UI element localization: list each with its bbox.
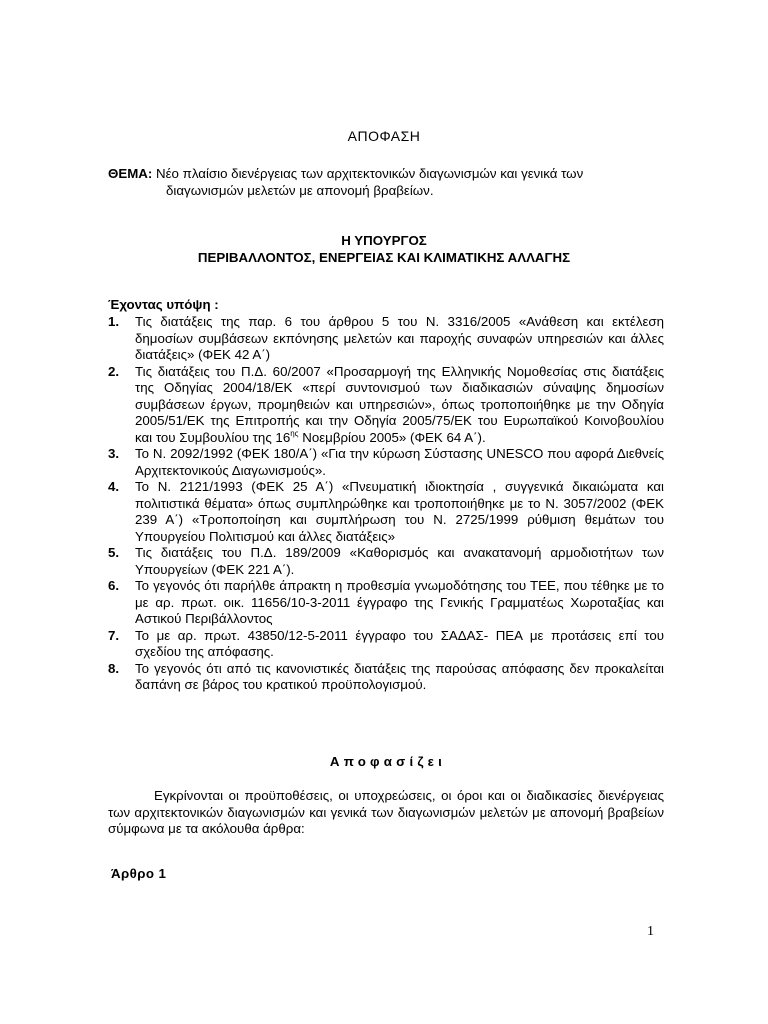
list-item — [108, 628, 664, 661]
item-text: Το γεγονός ότι παρήλθε άπρακτη η προθεσμία γνωμοδότησης του ΤΕΕ, που τέθηκε με το με αρ. πρωτ. οικ. 11656/10-3-2011 έγγραφο της Γενικής Γραμματέως Χωροταξίας και Αστικού Περιβάλλοντος — [135, 578, 664, 626]
item-text: Το Ν. 2092/1992 (ΦΕΚ 180/Α΄) «Για την κύρωση Σύστασης UNESCO που αφορά Διεθνείς Αρχιτεκτονικούς Διαγωνισμούς». — [135, 446, 664, 478]
considering-heading: Έχοντας υπόψη : — [108, 297, 219, 312]
list-item — [108, 661, 664, 694]
decision-paragraph: Εγκρίνονται οι προϋποθέσεις, οι υποχρεώσεις, οι όροι και οι διαδικασίες διενέργειας των αρχιτεκτονικών διαγωνισμών και γενικά των διαγωνισμών μελετών με απονομή βραβείων σύμφωνα με τα ακόλουθα άρθρα: — [108, 788, 664, 836]
decides-heading: Αποφασίζει — [329, 754, 447, 769]
list-item — [108, 364, 664, 447]
item-number: 2. — [108, 363, 120, 379]
item-text: Το με αρ. πρωτ. 43850/12-5-2011 έγγραφο του ΣΑΔΑΣ- ΠΕΑ με προτάσεις επί του σχεδίου της απόφασης. — [135, 627, 664, 659]
item-text: Τις διατάξεις του Π.Δ. 189/2009 «Καθορισμός και ανακατανομή αρμοδιοτήτων των Υπουργείων (ΦΕΚ 221 Α΄). — [135, 545, 664, 577]
item-number: 1. — [108, 314, 120, 329]
subject-block — [108, 166, 668, 199]
item-text-part: Νοεμβρίου 2005» (ΦΕΚ 64 Α΄). — [298, 429, 486, 445]
considerations-list — [108, 314, 664, 694]
item-text — [135, 364, 664, 445]
article-heading: Άρθρο 1 — [111, 866, 167, 881]
item-number: 3. — [108, 446, 120, 461]
item-number: 5. — [108, 545, 120, 560]
item-text: Το γεγονός ότι από τις κανονιστικές διατάξεις της παρούσας απόφασης δεν προκαλείται δαπάνη σε βάρος του κρατικού προϋπολογισμού. — [135, 660, 664, 692]
list-item — [108, 314, 664, 364]
subject-line-1: Νέο πλαίσιο διενέργειας των αρχιτεκτονικών διαγωνισμών και γενικά των — [156, 166, 584, 181]
item-text: Το Ν. 2121/1993 (ΦΕΚ 25 Α΄) «Πνευματική ιδιοκτησία , συγγενικά δικαιώματα και πολιτιστικά θέματα» όπως συμπληρώθηκε και τροποποιήθηκε με το Ν. 3057/2002 (ΦΕΚ 239 Α΄) «Τροποποίηση και συμπλήρωση του Ν. 2725/1999 ρύθμιση θεμάτων του Υπουργείου Πολιτισμού και άλλες διατάξεις» — [135, 479, 664, 544]
item-number: 8. — [108, 660, 120, 676]
list-item — [108, 545, 664, 578]
list-item — [108, 479, 664, 545]
minister-title: Η ΥΠΟΥΡΓΟΣ — [341, 233, 427, 248]
superscript: ης — [290, 428, 299, 438]
item-text-part: Τις διατάξεις του Π.Δ. 60/2007 «Προσαρμογή της Ελληνικής Νομοθεσίας στις διατάξεις της Οδηγίας 2004/18/ΕΚ «περί συντονισμού των διαδικασιών σύναψης δημοσίων συμβάσεων έργων, προμηθειών και υπηρεσιών», όπως τροποποιήθηκε με την Οδηγία 2005/51/ΕΚ της Επιτροπής και την Οδηγία 2005/75/ΕΚ του Ευρωπαϊκού Κοινοβουλίου και του Συμβουλίου της 16 — [135, 363, 664, 445]
item-number: 4. — [108, 479, 120, 494]
subject-label: ΘΕΜΑ: — [108, 166, 153, 181]
minister-heading — [0, 233, 768, 266]
item-text: Τις διατάξεις της παρ. 6 του άρθρου 5 του Ν. 3316/2005 «Ανάθεση και εκτέλεση δημοσίων συμβάσεων εκπόνησης μελετών και παροχής συναφών υπηρεσιών και άλλες διατάξεις» (ΦΕΚ 42 Α΄) — [135, 314, 664, 362]
item-number: 6. — [108, 578, 120, 593]
ministry-name: ΠΕΡΙΒΑΛΛΟΝΤΟΣ, ΕΝΕΡΓΕΙΑΣ ΚΑΙ ΚΛΙΜΑΤΙΚΗΣ ΑΛΛΑΓΗΣ — [197, 249, 571, 265]
list-item — [108, 446, 664, 479]
subject-line-2: διαγωνισμών μελετών με απονομή βραβείων. — [166, 182, 434, 198]
page-number: 1 — [647, 924, 654, 939]
document-title: ΑΠΟΦΑΣΗ — [347, 128, 421, 144]
item-number: 7. — [108, 627, 120, 643]
list-item — [108, 578, 664, 628]
